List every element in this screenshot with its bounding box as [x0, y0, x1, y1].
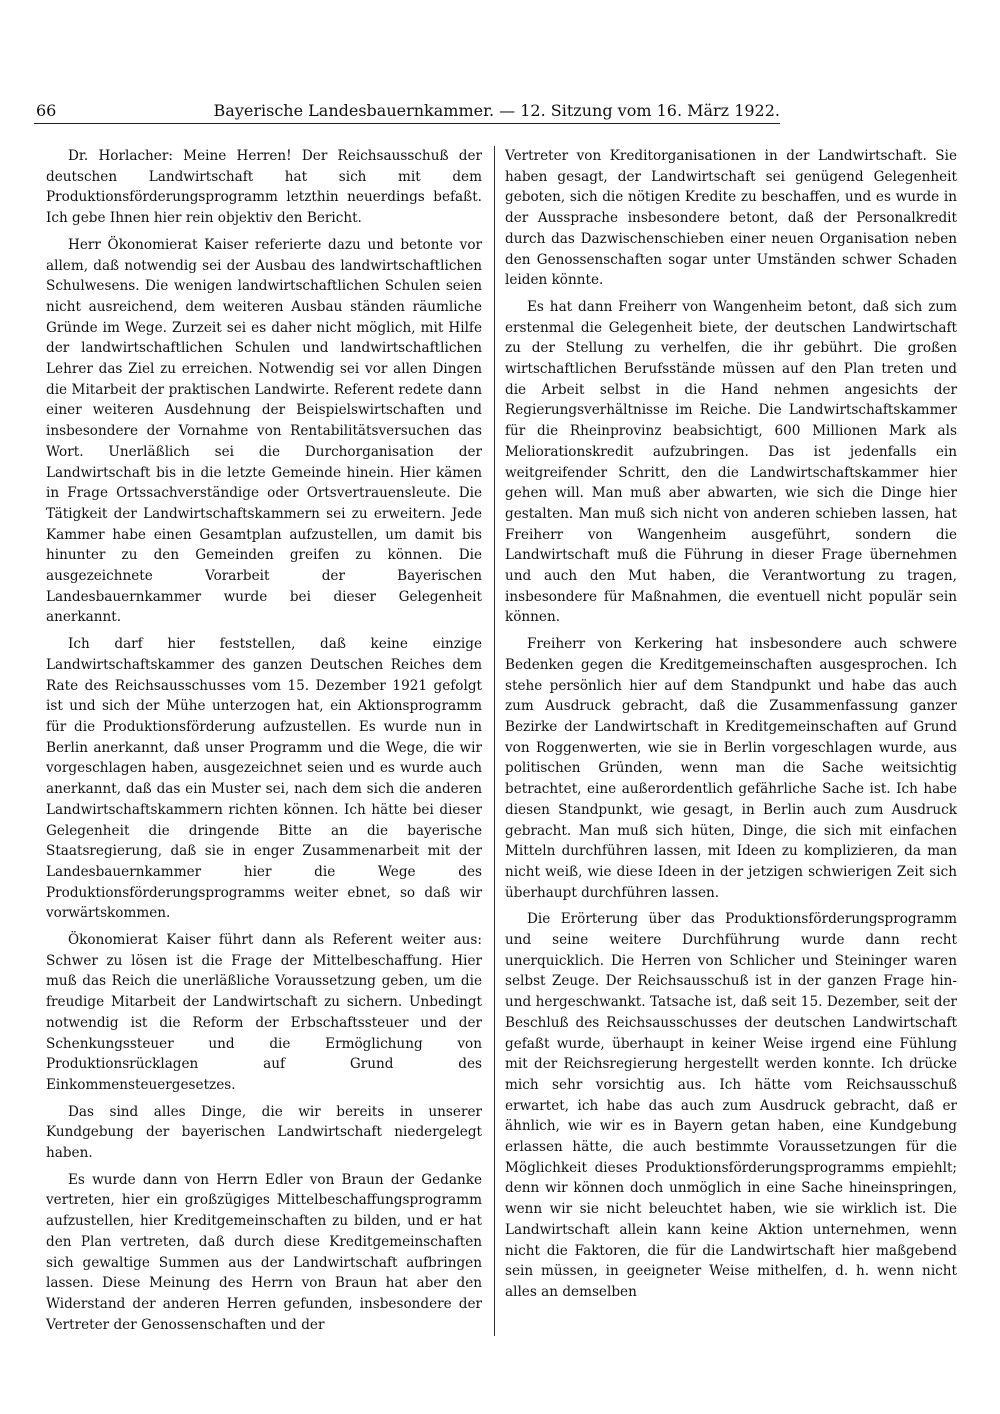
paragraph: Vertreter von Kreditorganisationen in der Landwirtschaft. Sie haben gesagt, der Landwirtschaft sei genügend Gelegenheit geboten, sich die nötigen Kredite zu beschaffen, und es wurde in der Aussprache insbesondere betont, daß der Personalkredit durch das Dazwischenschieben einer neuen Organisation neben den Genossenschaften sogar unter Umständen schwer Schaden leiden könnte. — [505, 148, 957, 289]
paragraph: Herr Ökonomierat Kaiser referierte dazu und betonte vor allem, daß notwendig sei der Ausbau des landwirtschaftlichen Schulwesens. Die wenigen landwirtschaftlichen Schulen seien nicht ausreichend, dem weiteren Ausbau ständen räumliche Gründe im Wege. Zurzeit sei es daher nicht möglich, mit Hilfe der landwirtschaftlichen Schulen und landwirtschaftlichen Lehrer das Ziel zu erreichen. Notwendig sei vor allen Dingen die Mitarbeit der praktischen Landwirte. Referent redete dann einer weiteren Ausdehnung der Beispielswirtschaften und insbesondere der Vornahme von Rentabilitätsversuchen das Wort. Unerläßlich sei die Durchorganisation der Landwirtschaft bis in die letzte Gemeinde hinein. Hier kämen in Frage Ortssachverständige oder Ortsvertrauensleute. Die Tätigkeit der Landwirtschaftskammern sei zu erweitern. Jede Kammer habe einen Gesamtplan aufzustellen, um damit bis hinunter zu den Gemeinden greifen zu können. Die ausgezeichnete Vorarbeit der Bayerischen Landesbauernkammer wurde bei dieser Gelegenheit anerkannt. — [46, 236, 482, 626]
paragraph: Das sind alles Dinge, die wir bereits in unserer Kundgebung der bayerischen Landwirtschaft niedergelegt haben. — [46, 1103, 482, 1162]
paragraph: Ich darf hier feststellen, daß keine einzige Landwirtschaftskammer des ganzen Deutschen Reiches dem Rate des Reichsausschusses vom 15. Dezember 1921 gefolgt ist und sich der Mühe unterzogen hat, ein Aktionsprogramm für die Produktionsförderung aufzustellen. Es wurde nun in Berlin anerkannt, daß unser Programm und die Wege, die wir vorgeschlagen haben, ausgezeichnet seien und es wurde auch anerkannt, daß das ein Muster sei, nach dem sich die anderen Landwirtschaftskammern richten können. Ich hätte bei dieser Gelegenheit die dringende Bitte an die bayerische Staatsregierung, daß sie in enger Zusammenarbeit mit der Landesbauernkammer hier die Wege des Produktionsförderungsprogramms weiter ebnet, so daß wir vorwärtskommen. — [46, 636, 482, 922]
paragraph: Es wurde dann von Herrn Edler von Braun der Gedanke vertreten, hier ein großzügiges Mittelbeschaffungsprogramm aufzustellen, hier Kreditgemeinschaften zu bilden, und er hat den Plan vertreten, daß durch diese Kreditgemeinschaften sich gewaltige Summen aus der Landwirtschaft aufbringen lassen. Diese Meinung des Herrn von Braun hat aber den Widerstand der anderen Herren gefunden, insbesondere der Vertreter der Genossenschaften und der — [46, 1171, 482, 1333]
paragraph: Die Erörterung über das Produktionsförderungsprogramm und seine weitere Durchführung wurde dann recht unerquicklich. Die Herren von Schlicher und Steininger waren selbst Zeuge. Der Reichsausschuß ist in der ganzen Frage hin- und hergeschwankt. Tatsache ist, daß seit 15. Dezember, seit der Beschluß des Reichsausschusses der deutschen Landwirtschaft gefaßt wurde, überhaupt in keiner Weise irgend eine Fühlung mit der Reichsregierung hergestellt werden konnte. Ich drücke mich sehr vorsichtig aus. Ich hätte vom Reichsausschuß erwartet, ich habe das auch zum Ausdruck gebracht, daß er ähnlich, wie wir es in Bayern getan haben, eine Kundgebung erlassen hätte, die auch bestimmte Voraussetzungen für die Möglichkeit dieses Produktionsförderungsprogramms empiehlt; denn wir können doch unmöglich in eine Sache hineinspringen, wenn wir sie nicht beleuchtet haben, wie sie wirklich ist. Die Landwirtschaft allein kann keine Aktion unternehmen, wenn nicht die Faktoren, die für die Landwirtschaft hier maßgebend sein müssen, in geeigneter Weise mithelfen, d. h. wenn nicht alles an demselben — [505, 911, 957, 1300]
page-number: 66 — [36, 101, 57, 120]
right-column — [505, 146, 957, 1309]
running-title: Bayerische Landesbauernkammer. — 12. Sitzung vom 16. März 1922. — [213, 101, 780, 120]
paragraph: Ökonomierat Kaiser führt dann als Referent weiter aus: Schwer zu lösen ist die Frage der Mittelbeschaffung. Hier muß das Reich die unerläßliche Voraussetzung geben, um die freudige Mitarbeit der Landwirtschaft zu sichern. Unbedingt notwendig ist die Reform der Erbschaftssteuer und der Schenkungssteuer und die Ermöglichung von Produktionsrücklagen auf Grund des Einkommensteuergesetzes. — [46, 932, 482, 1093]
column-divider — [494, 146, 495, 1336]
page-header — [34, 101, 780, 124]
paragraph: Es hat dann Freiherr von Wangenheim betont, daß sich zum erstenmal die Gelegenheit biete, der deutschen Landwirtschaft zu der Stellung zu verhelfen, die ihr gebührt. Die großen wirtschaftlichen Berufsstände müssen auf den Plan treten und die Arbeit selbst in die Hand nehmen angesichts der Regierungsverhältnisse im Reiche. Die Landwirtschaftskammer für die Rheinprovinz beabsichtigt, 600 Millionen Mark als Meliorationskredit aufzubringen. Das ist jedenfalls ein weitgreifender Schritt, den die Landwirtschaftskammer hier gehen will. Man muß aber abwarten, wie sich die Dinge hier gestalten. Man muß sich nicht von anderen schieben lassen, hat Freiherr von Wangenheim ausgeführt, sondern die Landwirtschaft muß die Führung in dieser Frage übernehmen und auch den Mut haben, die Verantwortung zu tragen, insbesondere für Maßnahmen, die eventuell nicht populär sein können. — [505, 298, 957, 626]
left-column — [46, 146, 482, 1341]
paragraph: Dr. Horlacher: Meine Herren! Der Reichsausschuß der deutschen Landwirtschaft hat sich mit dem Produktionsförderungsprogramm letzthin neuerdings befaßt. Ich gebe Ihnen hier rein objektiv den Bericht. — [46, 148, 482, 227]
paragraph: Freiherr von Kerkering hat insbesondere auch schwere Bedenken gegen die Kreditgemeinschaften ausgesprochen. Ich stehe persönlich hier auf dem Standpunkt und habe das auch zum Ausdruck gebracht, daß die Zusammenfassung ganzer Bezirke der Landwirtschaft in Kreditgemeinschaften auf Grund von Roggenwerten, wie sie in Berlin vorgeschlagen wurde, aus politischen Gründen, wenn man die Sache weitsichtig betrachtet, eine außerordentlich gefährliche Sache ist. Ich habe diesen Standpunkt, wie gesagt, in Berlin auch zum Ausdruck gebracht. Man muß sich hüten, Dinge, die sich mit einfachen Mitteln durchführen lassen, mit Ideen zu komplizieren, da man nicht weiß, wie diese Ideen in der jetzigen schwierigen Zeit sich überhaupt durchführen lassen. — [505, 636, 957, 901]
